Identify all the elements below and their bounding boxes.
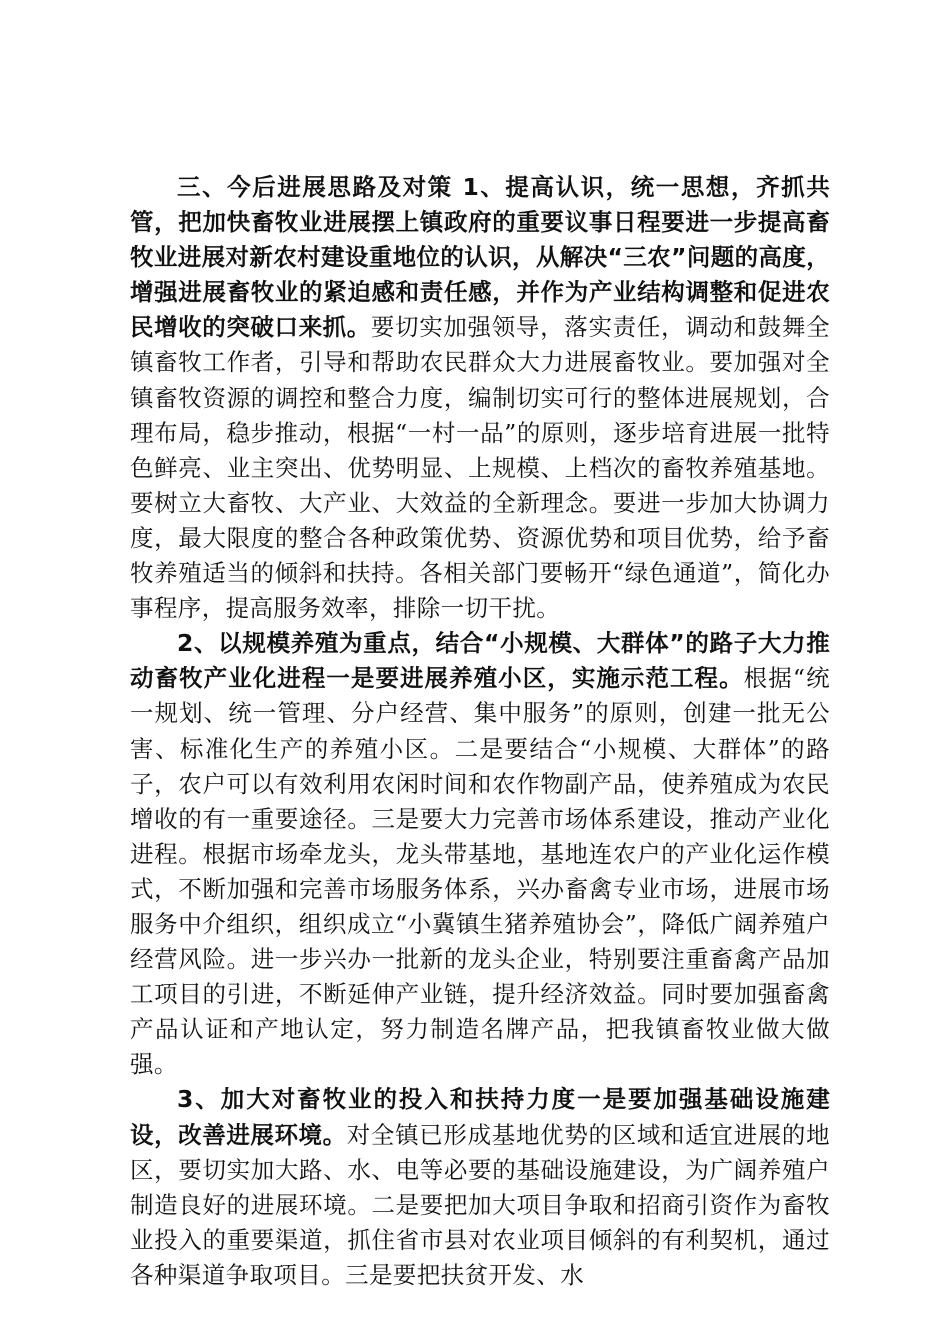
document-body xyxy=(130,170,830,1293)
paragraph-3-bold-heading: 3、加大对畜牧业的投入和扶持力度一是要加强基础设施建设，改善进展环境。 xyxy=(130,1085,830,1149)
paragraph-section-3-point-1 xyxy=(130,170,830,626)
paragraph-point-3 xyxy=(130,1082,830,1293)
paragraph-point-2 xyxy=(130,626,830,1082)
paragraph-1-body: 要切实加强领导，落实责任，调动和鼓舞全镇畜牧工作者，引导和帮助农民群众大力进展畜牧业。要加强对全镇畜牧资源的调控和整合力度，编制切实可行的整体进展规划，合理布局，稳步推动，根据“一村一品”的原则，逐步培育进展一批特色鲜亮、业主突出、优势明显、上规模、上档次的畜牧养殖基地。要树立大畜牧、大产业、大效益的全新理念。要进一步加大协调力度，最大限度的整合各种政策优势、资源优势和项目优势，给予畜牧养殖适当的倾斜和扶持。各相关部门要畅开“绿色通道”，简化办事程序，提高服务效率，排除一切干扰。 xyxy=(130,313,831,623)
paragraph-1-bold-heading: 三、今后进展思路及对策 1、提高认识，统一思想，齐抓共管，把加快畜牧业进展摆上镇政府的重要议事日程要进一步提高畜牧业进展对新农村建设重地位的认识，从解决“三农”问题的高度，增强进展畜牧业的紧迫感和责任感，并作为产业结构调整和促进农民增收的突破口来抓。 xyxy=(130,173,830,342)
paragraph-2-body: 根据“统一规划、统一管理、分户经营、集中服务”的原则，创建一批无公害、标准化生产的养殖小区。二是要结合“小规模、大群体”的路子，农户可以有效利用农闲时间和农作物副产品，使养殖成为农民增收的有一重要途径。三是要大力完善市场体系建设，推动产业化进程。根据市场牵龙头，龙头带基地，基地连农户的产业化运作模式，不断加强和完善市场服务体系，兴办畜禽专业市场，进展市场服务中介组织，组织成立“小冀镇生猪养殖协会”，降低广阔养殖户经营风险。进一步兴办一批新的龙头企业，特别要注重畜禽产品加工项目的引进，不断延伸产业链，提升经济效益。同时要加强畜禽产品认证和产地认定，努力制造名牌产品，把我镇畜牧业做大做强。 xyxy=(130,664,830,1079)
paragraph-3-body: 对全镇已形成基地优势的区域和适宜进展的地区，要切实加大路、水、电等必要的基础设施建设，为广阔养殖户制造良好的进展环境。二是要把加大项目争取和招商引资作为畜牧业投入的重要渠道，抓住省市县对农业项目倾斜的有利契机，通过各种渠道争取项目。三是要把扶贫开发、水 xyxy=(130,1120,831,1289)
paragraph-2-bold-heading: 2、以规模养殖为重点，结合“小规模、大群体”的路子大力推动畜牧产业化进程一是要进展养殖小区，实施示范工程。 xyxy=(130,629,830,693)
